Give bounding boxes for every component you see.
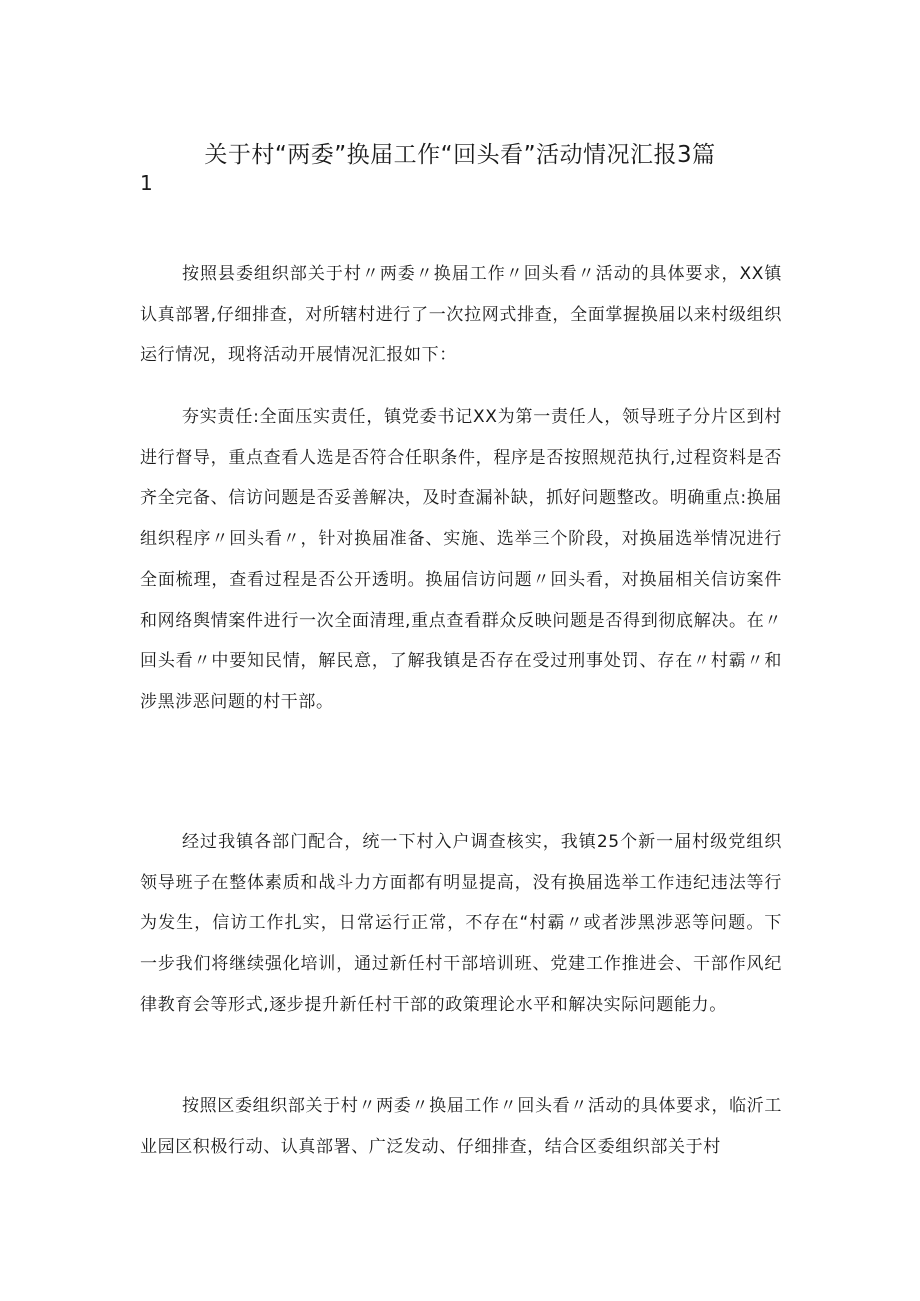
paragraph-intro: 按照县委组织部关于村〃两委〃换届工作〃回头看〃活动的具体要求，XX镇认真部署,仔细排查，对所辖村进行了一次拉网式排查，全面掌握换届以来村级组织运行情况，现将活动开展情况汇报如下： [140,264,782,366]
section-number: 1 [140,171,153,195]
paragraph-results: 经过我镇各部门配合，统一下村入户调查核实，我镇25个新一届村级党组织领导班子在整体素质和战斗力方面都有明显提高，没有换届选举工作违纪违法等行为发生，信访工作扎实，日常运行正常，不存在“村霸〃或者涉黑涉恶等问题。下一步我们将继续强化培训，通过新任村干部培训班、党建工作推进会、干部作风纪律教育会等形式,逐步提升新任村干部的政策理论水平和解决实际问题能力。 [140,832,782,1015]
paragraph-second-report: 按照区委组织部关于村〃两委〃换届工作〃回头看〃活动的具体要求，临沂工业园区积极行动、认真部署、广泛发动、仔细排查，结合区委组织部关于村 [140,1096,782,1157]
document-title: 关于村“两委”换届工作“回头看”活动情况汇报3篇 [204,142,716,168]
paragraph-responsibility: 夯实责任:全面压实责任，镇党委书记XX为第一责任人，领导班子分片区到村进行督导，重点查看人选是否符合任职条件，程序是否按照规范执行,过程资料是否齐全完备、信访问题是否妥善解决，及时查漏补缺，抓好问题整改。明确重点:换届组织程序〃回头看〃，针对换届准备、实施、选举三个阶段，对换届选举情况进行全面梳理，查看过程是否公开透明。换届信访问题〃回头看，对换届相关信访案件和网络舆情案件进行一次全面清理,重点查看群众反映问题是否得到彻底解决。在〃回头看〃中要知民情，解民意，了解我镇是否存在受过刑事处罚、存在〃村霸〃和涉黑涉恶问题的村干部。 [140,407,782,712]
